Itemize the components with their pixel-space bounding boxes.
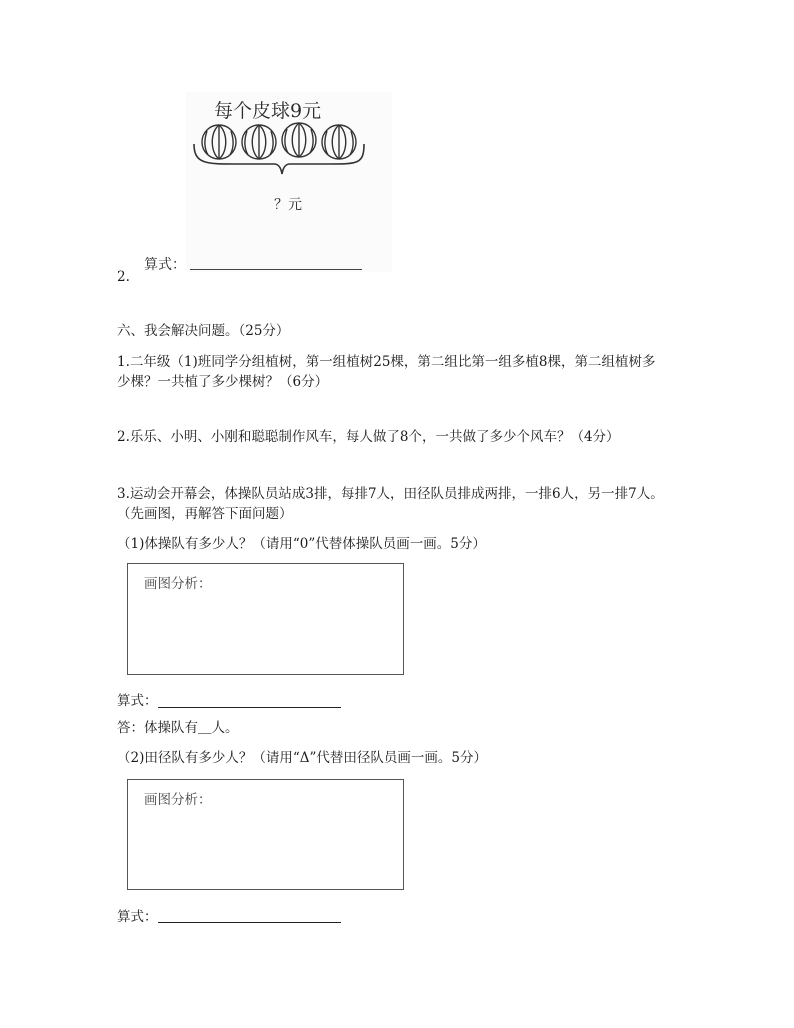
drawing-box-2[interactable] [127,779,404,890]
ball-icon [202,125,236,159]
drawing-box-label: 画图分析： [144,576,212,592]
balls-and-brace [186,122,392,192]
formula1-label: 算式： [117,693,158,709]
q2-text: 2.乐乐、小明、小刚和聪聪制作风车，每人做了8个，一共做了多少个风车？（4分） [117,429,620,445]
drawing-box-label: 画图分析： [144,792,212,808]
q3-sub2: （2)田径队有多少人？（请用“Δ”代替田径队员画一画。5分） [117,750,487,766]
section-heading: 六、我会解决问题。（25分） [117,323,290,339]
q1-line1: 1.二年级（1)班同学分组植树，第一组植树25棵，第二组比第一组多植8棵，第二组植树多 [117,354,656,370]
drawing-box-1[interactable] [127,563,404,675]
unknown-total: ？元 [274,197,302,213]
figure-formula-label [144,254,186,274]
q3-line1: 3.运动会开幕会，体操队员站成3排，每排7人，田径队员排成两排，一排6人，另一排7人。 [117,486,664,502]
q3-sub1: （1)体操队有多少人？（请用“0”代替体操队员画一画。5分） [117,536,486,552]
figure-title: 每个皮球9元 [214,100,322,122]
q1-line2: 少棵？一共植了多少棵树？（6分） [117,374,329,390]
formula-label: 算式： [144,257,186,273]
formula1-line[interactable] [158,707,341,708]
answer1: 答：体操队有＿人。 [117,720,239,736]
figure-formula-line[interactable] [190,269,362,270]
ball-icon [242,125,276,159]
formula2-label: 算式： [117,909,158,925]
ball-price-figure [144,92,392,273]
ball-icon [322,125,356,159]
formula2-line[interactable] [158,922,341,923]
ball-icon [282,123,316,157]
q3-line2: （先画图，再解答下面问题） [117,506,293,522]
item-number: 2. [117,269,130,285]
